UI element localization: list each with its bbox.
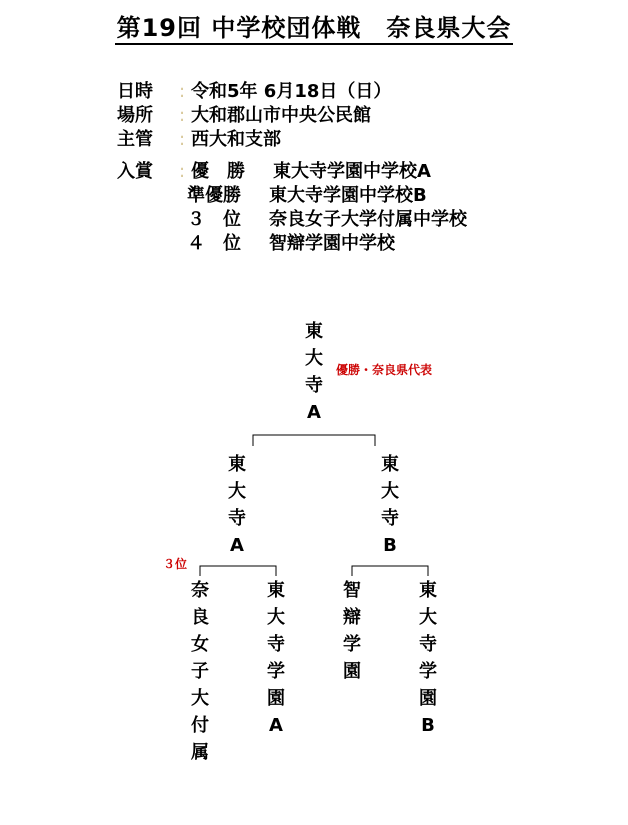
team4-char: 東 — [419, 580, 437, 601]
host-value: 西大和支部 — [191, 129, 281, 150]
team2-char: 大 — [267, 607, 285, 628]
team2-char: 寺 — [267, 634, 285, 655]
team1-char: 良 — [191, 607, 209, 628]
team1-char: 子 — [191, 661, 209, 682]
semi-right-char: 大 — [381, 481, 399, 502]
champion-char: 寺 — [305, 375, 323, 396]
award-school-2: 東大寺学園中学校B — [269, 185, 427, 206]
semi-right-char: 寺 — [381, 508, 399, 529]
team1-char: 女 — [191, 634, 209, 655]
team-2 — [263, 577, 289, 739]
place-value: 大和郡山市中央公民館 — [191, 105, 371, 126]
champion-char: A — [307, 402, 321, 423]
team3-char: 園 — [343, 661, 361, 682]
semi-right-char: B — [383, 535, 397, 556]
team-1 — [187, 577, 213, 766]
separator: : — [179, 81, 186, 102]
team4-char: B — [421, 715, 435, 736]
host-label: 主管 — [117, 129, 153, 150]
separator: : — [179, 161, 186, 182]
team2-char: 学 — [267, 661, 285, 682]
semi-left-char: 大 — [228, 481, 246, 502]
champion-char: 東 — [305, 321, 323, 342]
award-school-1: 東大寺学園中学校A — [273, 161, 431, 182]
award-school-4: 智辯学園中学校 — [269, 233, 395, 254]
team1-char: 大 — [191, 688, 209, 709]
team4-char: 学 — [419, 661, 437, 682]
team1-char: 奈 — [191, 580, 209, 601]
champion-team — [301, 318, 327, 426]
award-rank-3: ３ 位 — [187, 209, 241, 230]
award-rank-2: 準優勝 — [187, 185, 241, 206]
date-value: 令和5年 6月18日（日） — [191, 81, 392, 102]
team4-char: 園 — [419, 688, 437, 709]
award-rank-4: ４ 位 — [187, 233, 241, 254]
semi-left-char: A — [230, 535, 244, 556]
final-bracket-line — [253, 435, 375, 446]
title-text: 第19回 中学校団体戦 奈良県大会 — [115, 14, 514, 45]
award-rank-1: 優 勝 — [191, 161, 245, 182]
team-4 — [415, 577, 441, 739]
semi-left-char: 東 — [228, 454, 246, 475]
semi-right-bracket-line — [352, 566, 428, 576]
team-3 — [339, 577, 365, 685]
team4-char: 大 — [419, 607, 437, 628]
date-label: 日時 — [117, 81, 153, 102]
semi-left-bracket-line — [200, 566, 276, 576]
team2-char: 園 — [267, 688, 285, 709]
team3-char: 学 — [343, 634, 361, 655]
team1-char: 付 — [191, 715, 209, 736]
separator: : — [179, 129, 186, 150]
semi-left-team — [224, 451, 250, 559]
award-label: 入賞 — [117, 161, 153, 182]
champion-note: 優勝・奈良県代表 — [336, 363, 433, 377]
place-label: 場所 — [117, 105, 153, 126]
third-place-note: ３位 — [163, 557, 188, 571]
semi-right-team — [377, 451, 403, 559]
separator: : — [179, 105, 186, 126]
team3-char: 辯 — [343, 607, 361, 628]
semi-left-char: 寺 — [228, 508, 246, 529]
champion-char: 大 — [305, 348, 323, 369]
semi-right-char: 東 — [381, 454, 399, 475]
team4-char: 寺 — [419, 634, 437, 655]
team1-char: 属 — [191, 742, 209, 763]
team2-char: A — [269, 715, 283, 736]
team3-char: 智 — [343, 580, 361, 601]
team2-char: 東 — [267, 580, 285, 601]
award-school-3: 奈良女子大学付属中学校 — [269, 209, 467, 230]
